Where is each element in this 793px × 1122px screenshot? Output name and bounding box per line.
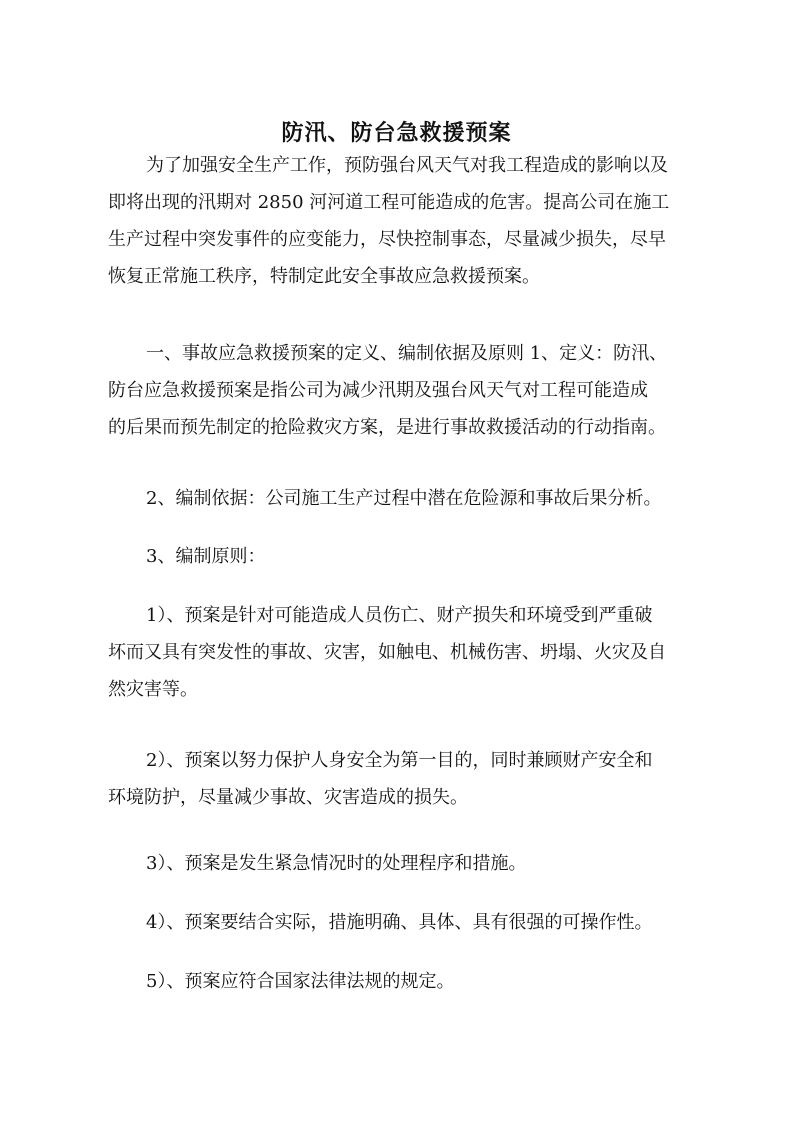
paragraph-line: 恢复正常施工秩序，特制定此安全事故应急救援预案。 (108, 266, 540, 287)
paragraph-line: 一、事故应急救援预案的定义、编制依据及原则 1、定义：防汛、 (146, 343, 668, 364)
paragraph-principle-1 (108, 597, 688, 708)
paragraph-line: 的后果而预先制定的抢险救灾方案，是进行事故救援活动的行动指南。 (108, 417, 666, 438)
paragraph-basis (108, 480, 688, 517)
paragraph-intro (108, 147, 688, 295)
paragraph-line: 为了加强安全生产工作，预防强台风天气对我工程造成的影响以及 (146, 155, 668, 176)
paragraph-line: 3、编制原则： (146, 546, 266, 567)
paragraph-line: 环境防护，尽量减少事故、灾害造成的损失。 (108, 787, 468, 808)
paragraph-line: 坏而又具有突发性的事故、灾害，如触电、机械伤害、坍塌、火灾及自 (108, 642, 666, 663)
paragraph-principle-3 (108, 845, 688, 882)
paragraph-line: 5）、预案应符合国家法律法规的规定。 (146, 971, 455, 992)
paragraph-principle-2 (108, 742, 688, 816)
document-title: 防汛、防台急救援预案 (281, 119, 512, 146)
paragraph-line: 生产过程中突发事件的应变能力，尽快控制事态，尽量减少损失，尽早 (108, 229, 666, 250)
paragraph-line: 1）、预案是针对可能造成人员伤亡、财产损失和环境受到严重破 (146, 605, 653, 626)
paragraph-line: 3）、预案是发生紧急情况时的处理程序和措施。 (146, 853, 527, 874)
paragraph-line: 2）、预案以努力保护人身安全为第一目的，同时兼顾财产安全和 (146, 750, 653, 771)
paragraph-line: 然灾害等。 (108, 679, 198, 700)
paragraph-principle-4 (108, 904, 688, 941)
paragraph-line: 4）、预案要结合实际，措施明确、具体、具有很强的可操作性。 (146, 912, 653, 933)
paragraph-section-1 (108, 335, 688, 446)
paragraph-principle-5 (108, 963, 688, 1000)
paragraph-line: 防台应急救援预案是指公司为减少汛期及强台风天气对工程可能造成 (108, 380, 648, 401)
paragraph-line: 2、编制依据：公司施工生产过程中潜在危险源和事故后果分析。 (146, 488, 662, 509)
paragraph-line: 即将出现的汛期对 2850 河河道工程可能造成的危害。提高公司在施工 (108, 192, 670, 213)
paragraph-principles (108, 538, 688, 575)
